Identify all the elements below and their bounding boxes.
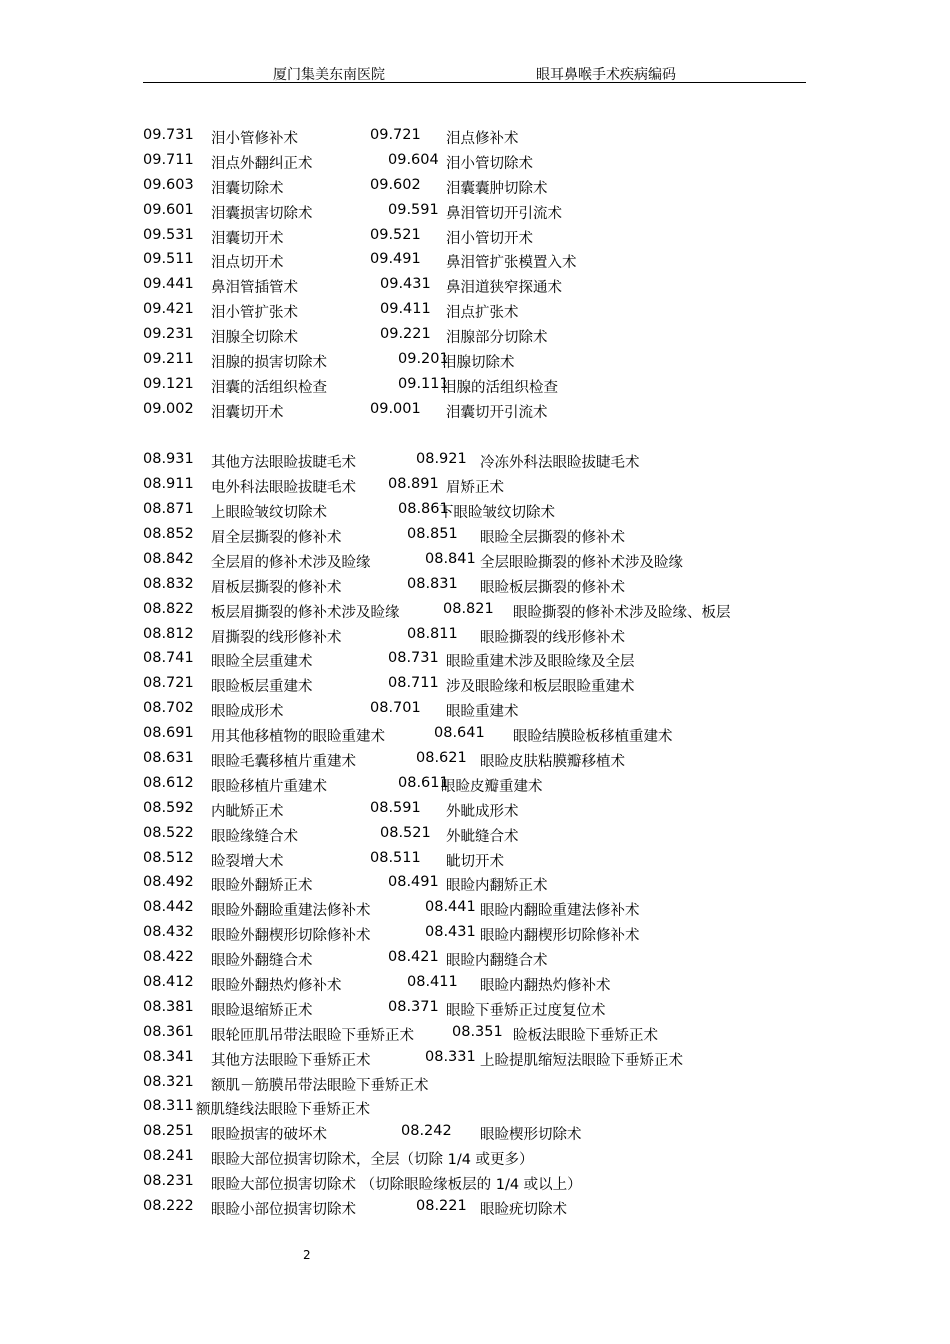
procedure-code: 08.861 — [398, 501, 449, 518]
code-row — [143, 273, 823, 298]
procedure-code: 08.701 — [370, 700, 421, 717]
code-row — [143, 722, 823, 747]
code-row — [143, 921, 823, 946]
procedure-code: 08.832 — [143, 575, 194, 592]
procedure-name: 眼睑小部位损害切除术 — [211, 1202, 356, 1218]
procedure-code: 08.842 — [143, 550, 194, 567]
procedure-name: 鼻泪管切开引流术 — [446, 205, 562, 222]
code-row — [143, 623, 823, 648]
code-row — [143, 398, 823, 423]
code-row — [143, 847, 823, 872]
page-number: 2 — [303, 1248, 311, 1262]
procedure-name: 眦切开术 — [446, 853, 504, 870]
code-row — [143, 871, 823, 896]
procedure-name: 眼轮匝肌吊带法眼睑下垂矫正术 — [211, 1027, 414, 1044]
procedure-name: 睑裂增大术 — [211, 853, 284, 870]
procedure-code: 08.592 — [143, 799, 194, 816]
procedure-code: 08.631 — [143, 749, 194, 766]
code-row — [143, 174, 823, 199]
procedure-name: 鼻泪管扩张模置入术 — [446, 255, 577, 272]
procedure-name: 泪囊的活组织检查 — [211, 379, 327, 396]
procedure-code: 09.221 — [380, 326, 431, 343]
procedure-name: 眼睑撕裂的线形修补术 — [480, 629, 625, 646]
procedure-name: 泪腺的活组织检查 — [442, 379, 558, 396]
procedure-name: 上眼睑皱纹切除术 — [211, 505, 327, 522]
code-row — [143, 573, 823, 598]
procedure-name: 眼睑内翻睑重建法修补术 — [480, 903, 640, 920]
procedure-code: 08.822 — [143, 600, 194, 617]
procedure-name: 泪囊囊肿切除术 — [446, 180, 548, 197]
procedure-code: 08.221 — [416, 1198, 467, 1214]
procedure-name: 泪囊切开引流术 — [446, 404, 548, 421]
procedure-name: 眼睑退缩矫正术 — [211, 1002, 313, 1019]
code-row — [143, 1021, 823, 1046]
code-row — [143, 822, 823, 847]
procedure-name: 泪点修补术 — [446, 131, 519, 147]
procedure-code: 08.851 — [407, 525, 458, 542]
procedure-name: 眼睑缘缝合术 — [211, 828, 298, 845]
procedure-name: 上睑提肌缩短法眼睑下垂矫正术 — [480, 1052, 683, 1069]
procedure-name: 泪小管修补术 — [211, 131, 298, 147]
code-row — [143, 523, 823, 548]
procedure-code: 09.511 — [143, 251, 194, 268]
procedure-name: 泪小管切开术 — [446, 230, 533, 247]
procedure-name: 鼻泪道狭窄探通术 — [446, 280, 562, 297]
procedure-code: 08.422 — [143, 949, 194, 966]
procedure-code: 09.411 — [380, 301, 431, 318]
procedure-code: 09.711 — [143, 151, 194, 168]
procedure-name: 其他方法眼睑拔睫毛术 — [211, 455, 356, 472]
procedure-code: 08.331 — [425, 1048, 476, 1065]
procedure-code: 08.491 — [388, 874, 439, 891]
code-row — [143, 199, 823, 224]
code-row — [143, 1095, 823, 1120]
code-row — [143, 1120, 823, 1145]
procedure-name: 眉板层撕裂的修补术 — [211, 579, 342, 596]
code-row — [143, 1071, 823, 1096]
procedure-code: 08.721 — [143, 675, 194, 692]
procedure-code: 08.522 — [143, 824, 194, 841]
procedure-name: 全层眉的修补术涉及睑缘 — [211, 554, 371, 571]
procedure-code: 09.602 — [370, 176, 421, 193]
procedure-code: 09.002 — [143, 400, 194, 417]
code-row — [143, 323, 823, 348]
procedure-name: 眼睑重建术涉及眼睑缘及全层 — [446, 654, 635, 671]
code-row — [143, 124, 823, 149]
procedure-name: 眼睑外翻睑重建法修补术 — [211, 903, 371, 920]
procedure-code: 09.431 — [380, 276, 431, 293]
procedure-name: 眼睑外翻热灼修补术 — [211, 977, 342, 994]
procedure-name: 眼睑外翻缝合术 — [211, 953, 313, 970]
procedure-name: 眼睑损害的破坏术 — [211, 1127, 327, 1144]
procedure-code: 08.612 — [143, 774, 194, 791]
procedure-name: 眼睑大部位损害切除术，全层（切除 1/4 或更多） — [211, 1152, 534, 1169]
procedure-code: 08.492 — [143, 874, 194, 891]
procedure-name: 泪腺全切除术 — [211, 330, 298, 347]
procedure-code: 09.603 — [143, 176, 194, 193]
code-row — [143, 996, 823, 1021]
procedure-name: 全层眼睑撕裂的修补术涉及睑缘 — [480, 554, 683, 571]
procedure-code: 08.821 — [443, 600, 494, 617]
code-row — [143, 473, 823, 498]
procedure-code: 08.431 — [425, 924, 476, 941]
procedure-name: 眼睑全层重建术 — [211, 654, 313, 671]
procedure-name: 板层眉撕裂的修补术涉及睑缘 — [211, 604, 400, 621]
procedure-code: 08.931 — [143, 451, 194, 468]
procedure-code: 09.001 — [370, 400, 421, 417]
procedure-code: 09.121 — [143, 375, 194, 392]
procedure-code: 08.831 — [407, 575, 458, 592]
procedure-name: 眼睑板层重建术 — [211, 679, 313, 696]
procedure-name: 泪囊切除术 — [211, 180, 284, 197]
procedure-name: 额肌－筋膜吊带法眼睑下垂矫正术 — [211, 1077, 429, 1094]
procedure-name: 泪腺的损害切除术 — [211, 355, 327, 372]
procedure-name: 眼睑外翻矫正术 — [211, 878, 313, 895]
procedure-name: 泪小管切除术 — [446, 155, 533, 172]
procedure-code: 08.311 — [143, 1098, 194, 1115]
procedure-code: 08.421 — [388, 949, 439, 966]
procedure-name: 外眦成形术 — [446, 803, 519, 820]
procedure-name: 眼睑皮瓣重建术 — [441, 778, 543, 795]
procedure-code: 08.891 — [388, 476, 439, 493]
procedure-code: 08.621 — [416, 749, 467, 766]
procedure-name: 其他方法眼睑下垂矫正术 — [211, 1052, 371, 1069]
procedure-code: 08.411 — [407, 973, 458, 990]
procedure-code: 08.512 — [143, 849, 194, 866]
procedure-name: 电外科法眼睑拔睫毛术 — [211, 480, 356, 497]
procedure-name: 泪小管扩张术 — [211, 305, 298, 322]
procedure-code: 08.641 — [434, 725, 485, 742]
procedure-code: 08.811 — [407, 625, 458, 642]
procedure-code: 09.231 — [143, 326, 194, 343]
procedure-code: 08.412 — [143, 973, 194, 990]
code-row — [143, 248, 823, 273]
procedure-code: 09.601 — [143, 201, 194, 218]
procedure-code: 08.921 — [416, 451, 467, 468]
code-list — [143, 124, 823, 1220]
procedure-name: 泪点扩张术 — [446, 305, 519, 322]
code-row — [143, 598, 823, 623]
procedure-name: 泪囊切开术 — [211, 404, 284, 421]
code-row — [143, 772, 823, 797]
procedure-code: 08.341 — [143, 1048, 194, 1065]
procedure-code: 09.721 — [370, 127, 421, 143]
procedure-name: 眼睑结膜睑板移植重建术 — [513, 729, 673, 746]
procedure-code: 09.441 — [143, 276, 194, 293]
procedure-code: 09.604 — [388, 151, 439, 168]
code-row — [143, 647, 823, 672]
procedure-name: 眼睑大部位损害切除术 （切除眼睑缘板层的 1/4 或以上） — [211, 1177, 582, 1194]
code-row — [143, 1046, 823, 1071]
procedure-code: 08.381 — [143, 998, 194, 1015]
code-row — [143, 149, 823, 174]
procedure-code: 08.711 — [388, 675, 439, 692]
procedure-name: 冷冻外科法眼睑拔睫毛术 — [480, 455, 640, 472]
procedure-code: 08.351 — [452, 1023, 503, 1040]
code-row — [143, 548, 823, 573]
code-row — [143, 1195, 823, 1220]
procedure-code: 08.442 — [143, 899, 194, 916]
procedure-name: 眼睑内翻楔形切除修补术 — [480, 928, 640, 945]
procedure-code: 08.242 — [401, 1123, 452, 1140]
procedure-name: 眼睑移植片重建术 — [211, 778, 327, 795]
procedure-code: 08.222 — [143, 1198, 194, 1214]
procedure-name: 眼睑内翻缝合术 — [446, 953, 548, 970]
procedure-code: 08.371 — [388, 998, 439, 1015]
procedure-code: 08.432 — [143, 924, 194, 941]
code-row — [143, 971, 823, 996]
code-row — [143, 697, 823, 722]
procedure-name: 鼻泪管插管术 — [211, 280, 298, 297]
procedure-name: 眼睑楔形切除术 — [480, 1127, 582, 1144]
procedure-code: 08.441 — [425, 899, 476, 916]
procedure-name: 泪点切开术 — [211, 255, 284, 272]
procedure-name: 泪腺切除术 — [442, 355, 515, 372]
procedure-name: 眼睑疣切除术 — [480, 1202, 567, 1218]
code-row — [143, 498, 823, 523]
procedure-name: 眼睑毛囊移植片重建术 — [211, 753, 356, 770]
procedure-name: 眼睑成形术 — [211, 704, 284, 721]
code-row — [143, 672, 823, 697]
procedure-code: 08.911 — [143, 476, 194, 493]
procedure-code: 09.201 — [398, 351, 449, 368]
procedure-name: 下眼睑皱纹切除术 — [439, 505, 555, 522]
procedure-name: 眼睑外翻楔形切除修补术 — [211, 928, 371, 945]
code-row — [143, 1170, 823, 1195]
code-row — [143, 224, 823, 249]
code-row — [143, 747, 823, 772]
procedure-code: 09.111 — [398, 375, 449, 392]
procedure-code: 08.812 — [143, 625, 194, 642]
code-row — [143, 797, 823, 822]
procedure-name: 外眦缝合术 — [446, 828, 519, 845]
code-row — [143, 448, 823, 473]
procedure-code: 08.511 — [370, 849, 421, 866]
procedure-code: 08.871 — [143, 501, 194, 518]
page-header — [143, 58, 806, 83]
procedure-name: 泪点外翻纠正术 — [211, 155, 313, 172]
procedure-code: 08.251 — [143, 1123, 194, 1140]
procedure-name: 眉矫正术 — [446, 480, 504, 497]
procedure-name: 眉全层撕裂的修补术 — [211, 529, 342, 546]
procedure-code: 09.491 — [370, 251, 421, 268]
procedure-code: 08.241 — [143, 1148, 194, 1165]
code-row — [143, 348, 823, 373]
procedure-name: 涉及眼睑缘和板层眼睑重建术 — [446, 679, 635, 696]
procedure-name: 眼睑内翻矫正术 — [446, 878, 548, 895]
code-row — [143, 373, 823, 398]
procedure-name: 泪腺部分切除术 — [446, 330, 548, 347]
procedure-code: 08.741 — [143, 650, 194, 667]
procedure-code: 09.591 — [388, 201, 439, 218]
procedure-name: 眼睑皮肤粘膜瓣移植术 — [480, 753, 625, 770]
procedure-code: 09.211 — [143, 351, 194, 368]
procedure-code: 09.421 — [143, 301, 194, 318]
procedure-code: 09.531 — [143, 226, 194, 243]
procedure-code: 09.521 — [370, 226, 421, 243]
procedure-name: 睑板法眼睑下垂矫正术 — [513, 1027, 658, 1044]
procedure-code: 08.231 — [143, 1173, 194, 1190]
procedure-name: 眼睑重建术 — [446, 704, 519, 721]
procedure-code: 08.841 — [425, 550, 476, 567]
procedure-code: 09.731 — [143, 127, 194, 143]
procedure-name: 用其他移植物的眼睑重建术 — [211, 729, 385, 746]
procedure-code: 08.361 — [143, 1023, 194, 1040]
procedure-name: 泪囊损害切除术 — [211, 205, 313, 222]
procedure-name: 眼睑下垂矫正过度复位术 — [446, 1002, 606, 1019]
procedure-code: 08.591 — [370, 799, 421, 816]
procedure-name: 眼睑撕裂的修补术涉及睑缘、板层 — [513, 604, 731, 621]
section-gap — [143, 423, 823, 449]
procedure-code: 08.852 — [143, 525, 194, 542]
procedure-name: 眉撕裂的线形修补术 — [211, 629, 342, 646]
procedure-code: 08.691 — [143, 725, 194, 742]
code-row — [143, 946, 823, 971]
procedure-name: 内眦矫正术 — [211, 803, 284, 820]
procedure-name: 眼睑板层撕裂的修补术 — [480, 579, 625, 596]
procedure-name: 眼睑全层撕裂的修补术 — [480, 529, 625, 546]
procedure-code: 08.521 — [380, 824, 431, 841]
procedure-code: 08.702 — [143, 700, 194, 717]
procedure-code: 08.611 — [398, 774, 449, 791]
procedure-name: 额肌缝线法眼睑下垂矫正术 — [196, 1102, 370, 1119]
procedure-code: 08.321 — [143, 1073, 194, 1090]
document-title: 眼耳鼻喉手术疾病编码 — [536, 67, 676, 83]
hospital-name: 厦门集美东南医院 — [273, 67, 385, 83]
procedure-name: 泪囊切开术 — [211, 230, 284, 247]
code-row — [143, 896, 823, 921]
code-row — [143, 298, 823, 323]
procedure-name: 眼睑内翻热灼修补术 — [480, 977, 611, 994]
code-row — [143, 1145, 823, 1170]
procedure-code: 08.731 — [388, 650, 439, 667]
